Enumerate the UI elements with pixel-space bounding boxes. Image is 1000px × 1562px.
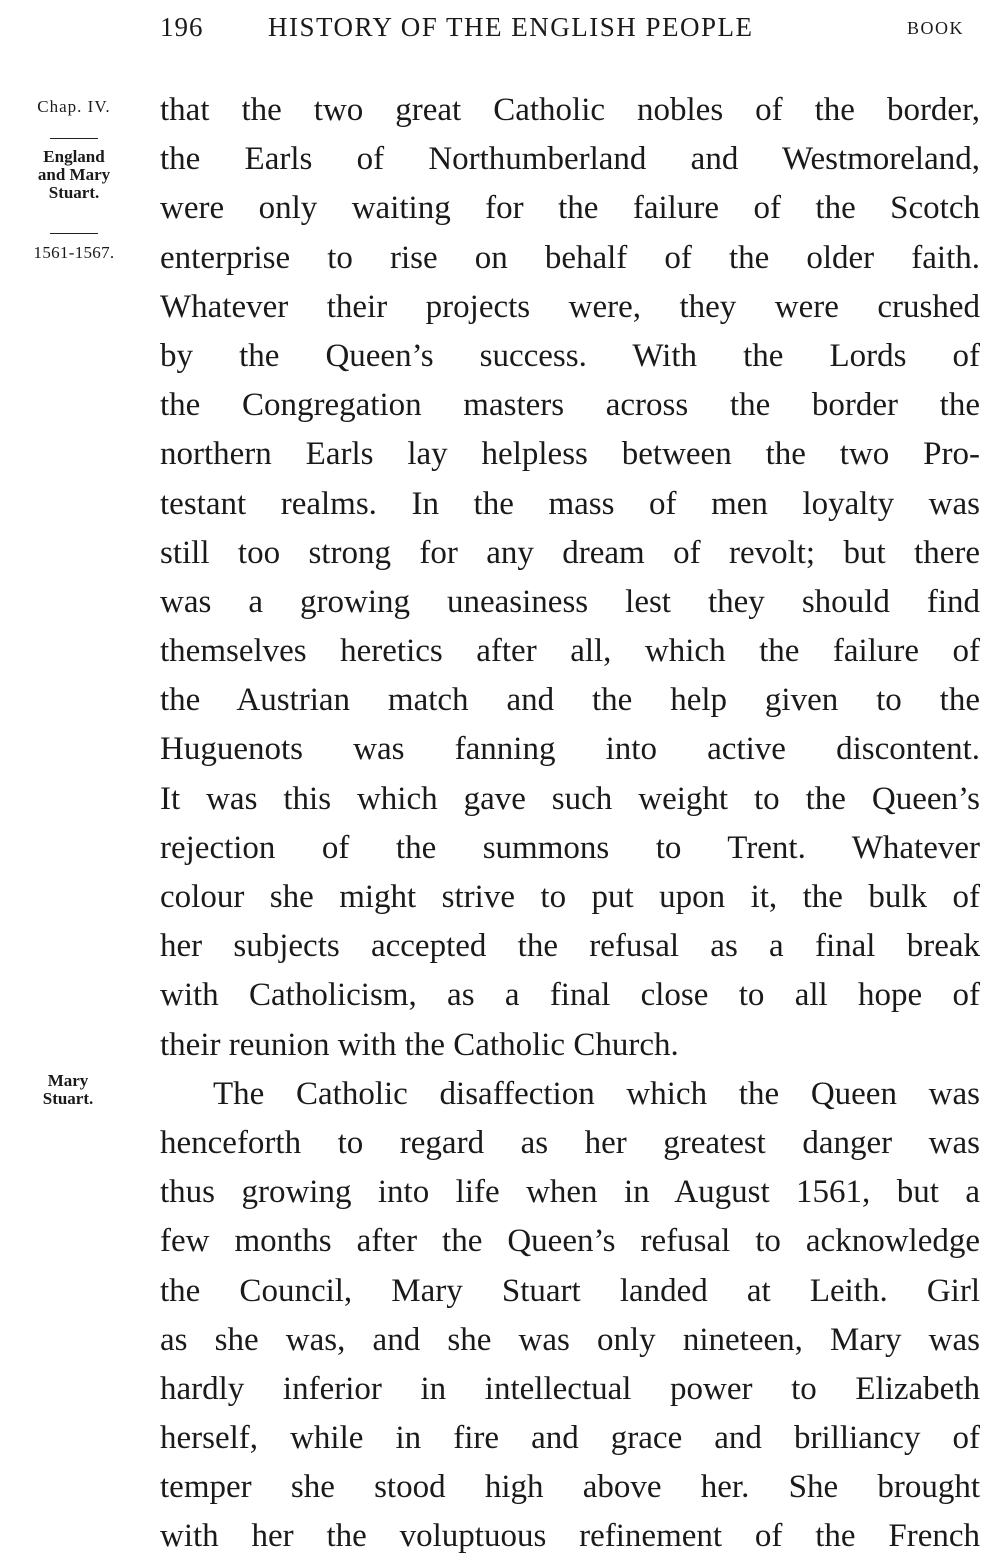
text-line: thus growing into life when in August 1561, but a <box>160 1174 980 1211</box>
margin-chapter: Chap. IV. <box>37 97 111 116</box>
body-text <box>160 86 980 1562</box>
text-line: with her the voluptuous refinement of the French <box>160 1518 980 1555</box>
text-line: herself, while in fire and grace and brilliancy of <box>160 1420 980 1457</box>
text-line: the Earls of Northumberland and Westmoreland, <box>160 141 980 178</box>
margin-topic <box>14 148 134 202</box>
text-line: Whatever their projects were, they were crushed <box>160 288 980 325</box>
text-line: rejection of the summons to Trent. Whatever <box>160 829 980 866</box>
margin-dates: 1561-1567. <box>33 243 115 262</box>
margin-note-mary-stuart <box>18 1072 118 1108</box>
text-line: Huguenots was fanning into active discontent. <box>160 731 980 768</box>
text-line: that the two great Catholic nobles of the border, <box>160 92 980 128</box>
text-line: by the Queen’s success. With the Lords of <box>160 337 980 374</box>
text-line: northern Earls lay helpless between the two Pro- <box>160 436 980 473</box>
margin-note-line: Mary <box>47 1071 89 1090</box>
text-line: was a growing uneasiness lest they should find <box>160 583 980 620</box>
text-line: enterprise to rise on behalf of the older faith. <box>160 239 980 276</box>
margin-topic-line: Stuart. <box>48 183 100 202</box>
margin-note-line: Stuart. <box>42 1089 94 1108</box>
margin-topic-line: England <box>43 147 105 166</box>
margin-rule-bottom <box>50 233 98 234</box>
text-line: temper she stood high above her. She brought <box>160 1469 980 1506</box>
paragraph-last-line: their reunion with the Catholic Church. <box>160 1026 679 1063</box>
text-line: were only waiting for the failure of the Scotch <box>160 190 980 227</box>
margin-rule-top <box>50 138 98 139</box>
text-line: testant realms. In the mass of men loyalty was <box>160 485 980 522</box>
text-line: henceforth to regard as her greatest danger was <box>160 1124 980 1161</box>
text-line: her subjects accepted the refusal as a final break <box>160 928 980 965</box>
text-line: the Congregation masters across the border the <box>160 387 980 424</box>
text-line: themselves heretics after all, which the failure of <box>160 633 980 670</box>
text-line: the Council, Mary Stuart landed at Leith. Girl <box>160 1272 980 1309</box>
text-line: It was this which gave such weight to the Queen’s <box>160 780 980 817</box>
text-line: with Catholicism, as a final close to all hope of <box>160 977 980 1014</box>
text-line: still too strong for any dream of revolt; but there <box>160 534 980 571</box>
text-line: the Austrian match and the help given to the <box>160 682 980 719</box>
text-line: hardly inferior in intellectual power to Elizabeth <box>160 1370 980 1407</box>
running-header <box>0 12 1000 52</box>
book-label: BOOK <box>907 18 965 38</box>
margin-topic-line: and Mary <box>37 165 111 184</box>
text-line: colour she might strive to put upon it, the bulk of <box>160 879 980 915</box>
page-number: 196 <box>160 12 204 42</box>
paragraph-first-line: The Catholic disaffection which the Queen was <box>213 1075 980 1112</box>
text-line: few months after the Queen’s refusal to acknowledge <box>160 1223 980 1260</box>
text-line: as she was, and she was only nineteen, Mary was <box>160 1321 980 1358</box>
running-title: HISTORY OF THE ENGLISH PEOPLE <box>268 12 754 42</box>
